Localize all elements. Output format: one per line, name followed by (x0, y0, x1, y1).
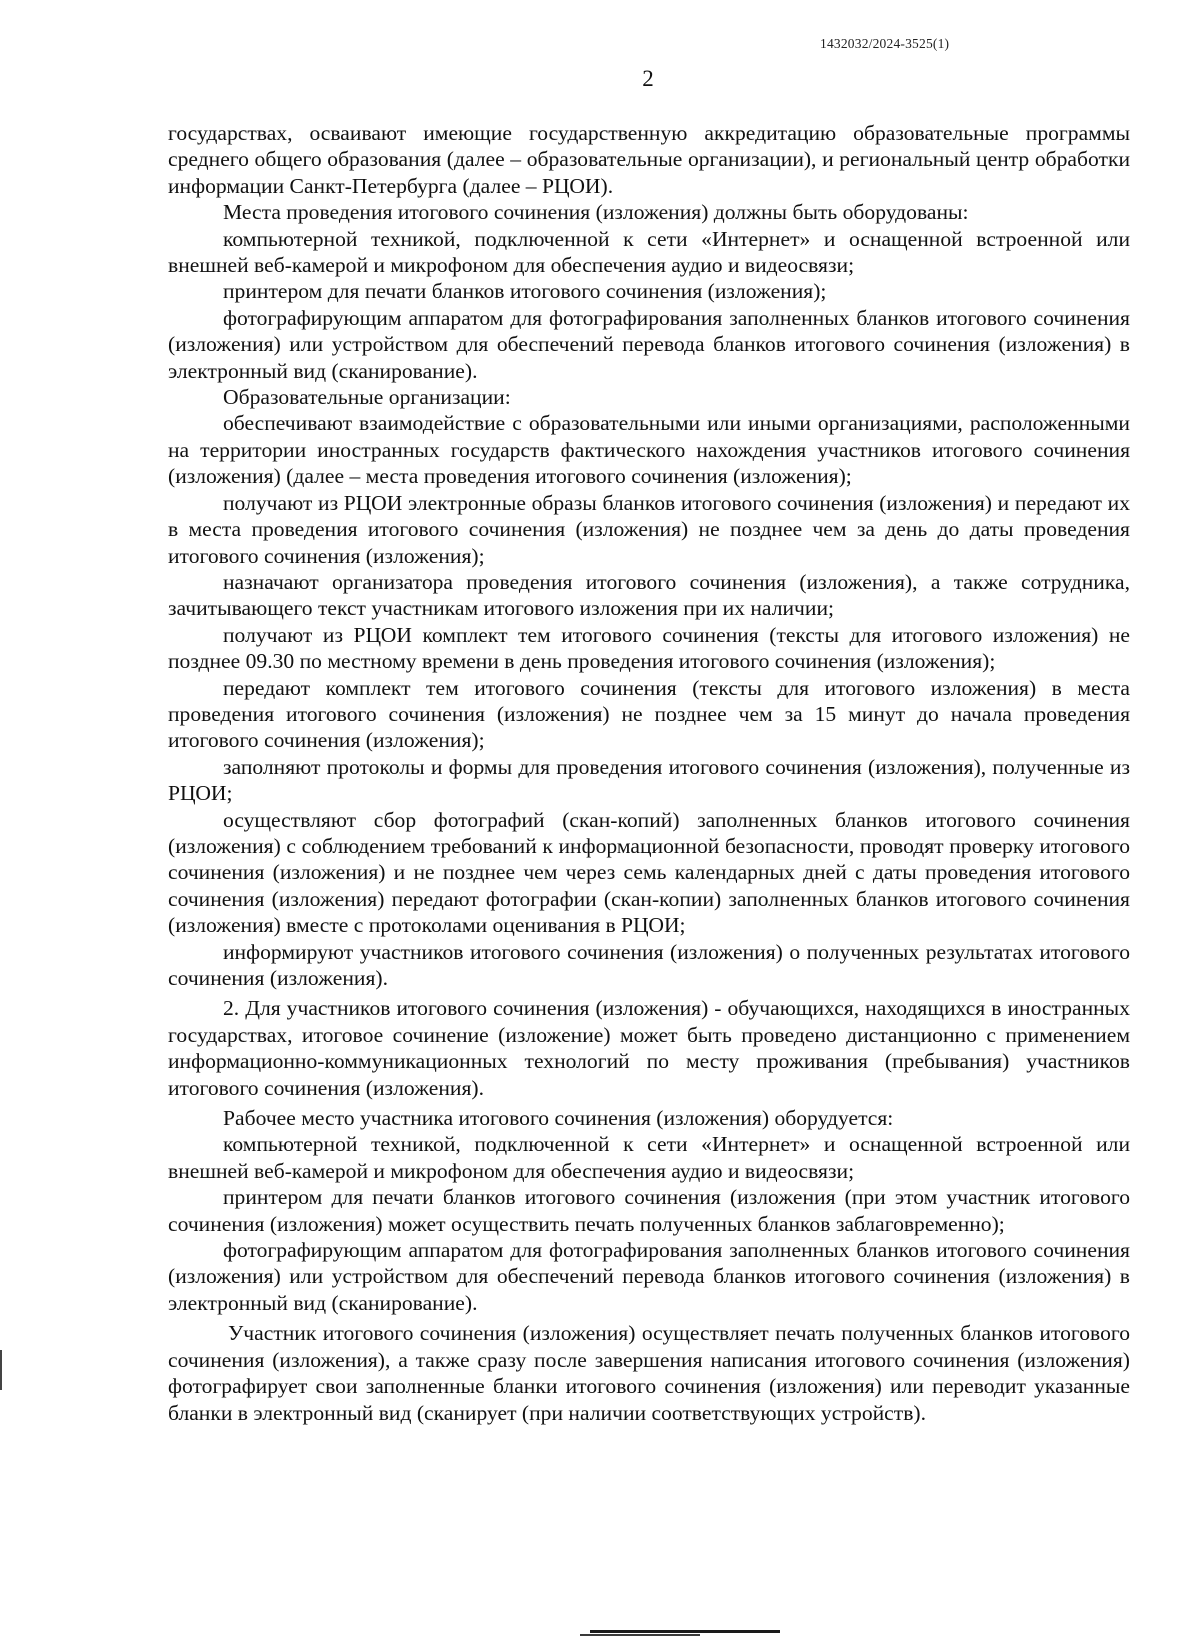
bottom-rule (590, 1630, 780, 1633)
paragraph: компьютерной техникой, подключенной к сети «Интернет» и оснащенной встроенной или внешней веб-камерой и микрофоном для обеспечения аудио и видеосвязи; (168, 226, 1130, 278)
page-number: 2 (642, 66, 654, 91)
paragraph: Рабочее место участника итогового сочинения (изложения) оборудуется: (223, 1106, 894, 1131)
document-body (168, 120, 1130, 1426)
paragraph: фотографирующим аппаратом для фотографирования заполненных бланков итогового сочинения (изложения) или устройством для обеспечений перевода бланков итогового сочинения (изложения) в электронный вид (сканирование). (168, 305, 1130, 383)
paragraph: Места проведения итогового сочинения (изложения) должны быть оборудованы: (223, 200, 969, 225)
document-id: 1432032/2024-3525(1) (820, 36, 950, 51)
bottom-rule-secondary (580, 1634, 700, 1636)
paragraph: передают комплект тем итогового сочинения (тексты для итогового изложения) в места проведения итогового сочинения (изложения) не позднее чем за 15 минут до начала проведения итогового сочинения (изложения); (168, 675, 1130, 753)
paragraph: назначают организатора проведения итогового сочинения (изложения), а также сотрудника, зачитывающего текст участникам итогового изложения при их наличии; (168, 569, 1130, 621)
paragraph: обеспечивают взаимодействие с образовательными или иными организациями, расположенными на территории иностранных государств фактического нахождения участников итогового сочинения (изложения) (далее – места проведения итогового сочинения (изложения); (168, 411, 1130, 489)
paragraph: получают из РЦОИ электронные образы бланков итогового сочинения (изложения) и передают их в места проведения итогового сочинения (изложения) не позднее чем за день до даты проведения итогового сочинения (изложения); (168, 490, 1130, 568)
paragraph: Участник итогового сочинения (изложения) осуществляет печать полученных бланков итогового сочинения (изложения), а также сразу после завершения написания итогового сочинения (изложения) фотографирует свои заполненные бланки итогового сочинения (изложения) или переводит указанные бланки в электронный вид (сканирует (при наличии соответствующих устройств). (168, 1321, 1130, 1425)
paragraph: государствах, осваивают имеющие государственную аккредитацию образовательные программы среднего общего образования (далее – образовательные организации), и региональный центр обработки информации Санкт-Петербурга (далее – РЦОИ). (168, 121, 1130, 198)
paragraph: Образовательные организации: (223, 385, 511, 410)
paragraph: информируют участников итогового сочинения (изложения) о полученных результатах итогового сочинения (изложения). (168, 939, 1130, 990)
paragraph: заполняют протоколы и формы для проведения итогового сочинения (изложения), полученные из РЦОИ; (168, 754, 1130, 806)
paragraph: 2. Для участников итогового сочинения (изложения) - обучающихся, находящихся в иностранных государствах, итоговое сочинение (изложение) может быть проведено дистанционно с применением информационно-коммуникационных технологий по месту проживания (пребывания) участников итогового сочинения (изложения). (168, 996, 1130, 1100)
paragraph: фотографирующим аппаратом для фотографирования заполненных бланков итогового сочинения (изложения) или устройством для обеспечений перевода бланков итогового сочинения (изложения) в электронный вид (сканирование). (168, 1238, 1130, 1315)
paragraph: принтером для печати бланков итогового сочинения (изложения); (223, 279, 827, 304)
paragraph: получают из РЦОИ комплект тем итогового сочинения (тексты для итогового изложения) не позднее 09.30 по местному времени в день проведения итогового сочинения (изложения); (168, 622, 1130, 674)
paragraph: компьютерной техникой, подключенной к сети «Интернет» и оснащенной встроенной или внешней веб-камерой и микрофоном для обеспечения аудио и видеосвязи; (168, 1132, 1130, 1183)
paragraph: принтером для печати бланков итогового сочинения (изложения (при этом участник итогового сочинения (изложения) может осуществить печать полученных бланков заблаговременно); (168, 1185, 1130, 1236)
scan-edge-mark (0, 1350, 2, 1390)
paragraph: осуществляют сбор фотографий (скан-копий) заполненных бланков итогового сочинения (изложения) с соблюдением требований к информационной безопасности, проводят проверку итогового сочинения (изложения) и не позднее чем через семь календарных дней с даты проведения итогового сочинения (изложения) передают фотографии (скан-копии) заполненных бланков итогового сочинения (изложения) вместе с протоколами оценивания в РЦОИ; (168, 807, 1130, 938)
